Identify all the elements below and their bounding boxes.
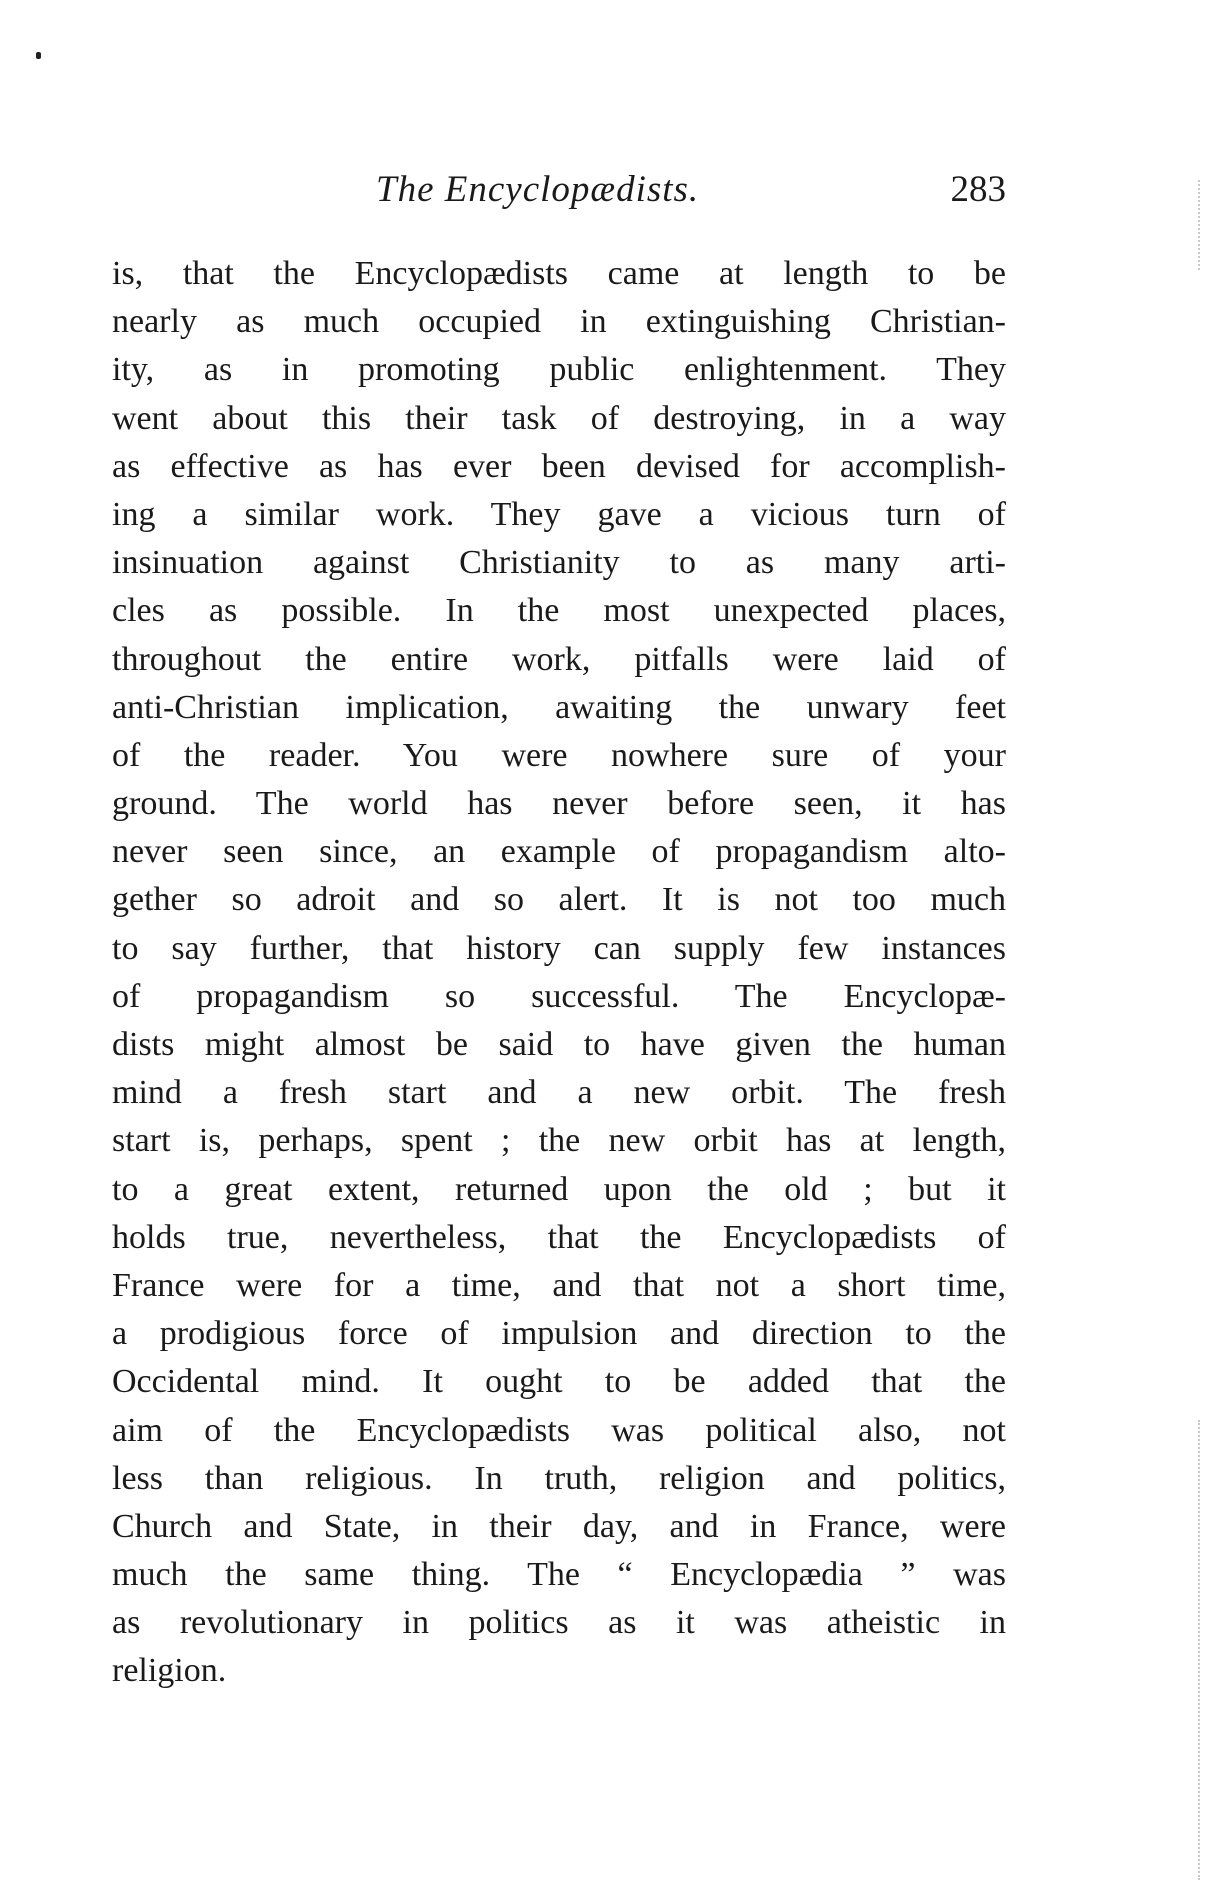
running-title: The Encyclopædists.: [376, 169, 700, 210]
text-line: ing a similar work. They gave a vicious turn of: [112, 495, 1006, 533]
text-line: to a great extent, returned upon the old ; but it: [112, 1170, 1006, 1208]
text-line: holds true, nevertheless, that the Encyclopædists of: [112, 1218, 1006, 1256]
text-line: mind a fresh start and a new orbit. The fresh: [112, 1074, 1006, 1112]
text-line: went about this their task of destroying, in a way: [112, 399, 1006, 437]
text-line: to say further, that history can supply few instances: [112, 929, 1006, 967]
text-line: Church and State, in their day, and in France, were: [112, 1507, 1006, 1545]
margin-artifact: [1198, 180, 1203, 270]
text-line: religion.: [112, 1652, 227, 1690]
text-line: is, that the Encyclopædists came at length to be: [112, 255, 1006, 292]
text-line: nearly as much occupied in extinguishing Christian-: [112, 303, 1006, 341]
text-line: start is, perhaps, spent ; the new orbit has at length,: [112, 1122, 1006, 1160]
text-line: ity, as in promoting public enlightenment. They: [112, 351, 1006, 389]
text-line: Occidental mind. It ought to be added that the: [112, 1363, 1006, 1401]
text-line: throughout the entire work, pitfalls were laid of: [112, 640, 1006, 678]
margin-artifact: [1198, 1420, 1203, 1880]
page-number: 283: [950, 169, 1006, 210]
text-line: France were for a time, and that not a short time,: [112, 1266, 1006, 1304]
text-line: anti-Christian implication, awaiting the unwary feet: [112, 688, 1006, 726]
text-line: never seen since, an example of propagandism alto-: [112, 833, 1006, 871]
text-line: of propagandism so successful. The Encyclopæ-: [112, 977, 1006, 1015]
text-line: insinuation against Christianity to as many arti-: [112, 544, 1006, 582]
text-line: dists might almost be said to have given the human: [112, 1026, 1006, 1063]
text-line: of the reader. You were nowhere sure of your: [112, 736, 1006, 774]
text-line: as revolutionary in politics as it was atheistic in: [112, 1604, 1006, 1642]
text-line: aim of the Encyclopædists was political also, not: [112, 1411, 1006, 1449]
text-line: ground. The world has never before seen, it has: [112, 785, 1006, 823]
text-line: cles as possible. In the most unexpected places,: [112, 592, 1006, 630]
text-line: much the same thing. The “ Encyclopædia ” was: [112, 1556, 1006, 1594]
body-text: [112, 250, 1006, 1696]
ink-speck: [36, 52, 41, 59]
text-line: less than religious. In truth, religion and politics,: [112, 1459, 1006, 1497]
text-line: a prodigious force of impulsion and direction to the: [112, 1315, 1006, 1353]
text-line: as effective as has ever been devised for accomplish-: [112, 447, 1006, 485]
page-header: [112, 168, 1006, 218]
text-line: gether so adroit and so alert. It is not too much: [112, 881, 1006, 919]
